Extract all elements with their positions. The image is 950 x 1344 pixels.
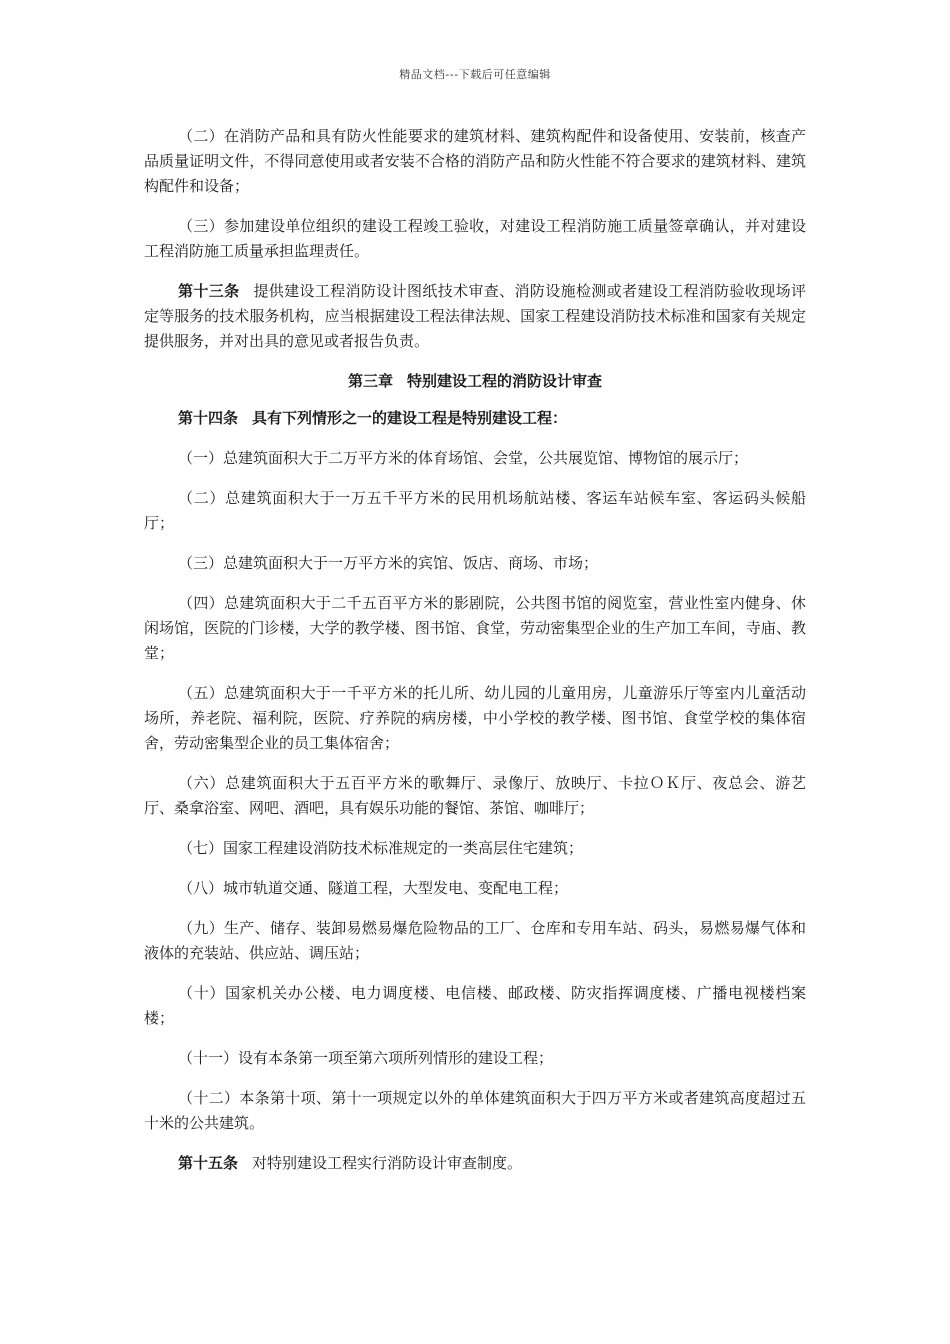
article-13-number: 第十三条 (178, 282, 240, 300)
chapter-heading (144, 369, 806, 394)
chapter-number: 第三章 (347, 372, 393, 390)
paragraph-item-2: （二）在消防产品和具有防火性能要求的建筑材料、建筑构配件和设备使用、安装前，核查产品质量证明文件，不得同意使用或者安装不合格的消防产品和防火性能不符合要求的建筑材料、建筑构配件和设备； (144, 127, 806, 195)
list-item-3: （三）总建筑面积大于一万平方米的宾馆、饭店、商场、市场； (178, 554, 599, 572)
article-14-text: 具有下列情形之一的建设工程是特别建设工程： (252, 409, 568, 427)
article-14-number: 第十四条 (178, 409, 239, 427)
list-item-11: （十一）设有本条第一项至第六项所列情形的建设工程； (178, 1049, 554, 1067)
article-15-number: 第十五条 (178, 1154, 239, 1172)
article-15 (144, 1151, 806, 1176)
list-item-6: （六）总建筑面积大于五百平方米的歌舞厅、录像厅、放映厅、卡拉ＯＫ厅、夜总会、游艺厅、桑拿浴室、网吧、酒吧，具有娱乐功能的餐馆、茶馆、咖啡厅； (144, 774, 806, 817)
article-15-text: 对特别建设工程实行消防设计审查制度。 (252, 1154, 523, 1172)
list-item-8: （八）城市轨道交通、隧道工程，大型发电、变配电工程； (178, 879, 569, 897)
article-13-text: 提供建设工程消防设计图纸技术审查、消防设施检测或者建设工程消防验收现场评定等服务的技术服务机构，应当根据建设工程法律法规、国家工程建设消防技术标准和国家有关规定提供服务，并对出具的意见或者报告负责。 (144, 282, 806, 350)
list-item-1: （一）总建筑面积大于二万平方米的体育场馆、会堂，公共展览馆、博物馆的展示厅； (178, 449, 749, 467)
list-item-12: （十二）本条第十项、第十一项规定以外的单体建筑面积大于四万平方米或者建筑高度超过五十米的公共建筑。 (144, 1089, 806, 1132)
paragraph-item-3: （三）参加建设单位组织的建设工程竣工验收，对建设工程消防施工质量签章确认，并对建设工程消防施工质量承担监理责任。 (144, 217, 806, 260)
page-header: 精品文档---下载后可任意编辑 (399, 68, 551, 81)
article-13 (144, 279, 806, 354)
list-item-7: （七）国家工程建设消防技术标准规定的一类高层住宅建筑； (178, 839, 584, 857)
list-item-10: （十）国家机关办公楼、电力调度楼、电信楼、邮政楼、防灾指挥调度楼、广播电视楼档案楼； (144, 984, 806, 1027)
article-14 (144, 406, 806, 431)
list-item-9: （九）生产、储存、装卸易燃易爆危险物品的工厂、仓库和专用车站、码头，易燃易爆气体和液体的充装站、供应站、调压站； (144, 919, 806, 962)
list-item-2: （二）总建筑面积大于一万五千平方米的民用机场航站楼、客运车站候车室、客运码头候船厅； (144, 489, 806, 532)
document-body (144, 124, 806, 1191)
chapter-title: 特别建设工程的消防设计审查 (407, 372, 603, 390)
list-item-5: （五）总建筑面积大于一千平方米的托儿所、幼儿园的儿童用房，儿童游乐厅等室内儿童活动场所，养老院、福利院，医院、疗养院的病房楼，中小学校的教学楼、图书馆、食堂学校的集体宿舍，劳动密集型企业的员工集体宿舍； (144, 684, 806, 752)
list-item-4: （四）总建筑面积大于二千五百平方米的影剧院，公共图书馆的阅览室，营业性室内健身、休闲场馆，医院的门诊楼，大学的教学楼、图书馆、食堂，劳动密集型企业的生产加工车间，寺庙、教堂； (144, 594, 806, 662)
